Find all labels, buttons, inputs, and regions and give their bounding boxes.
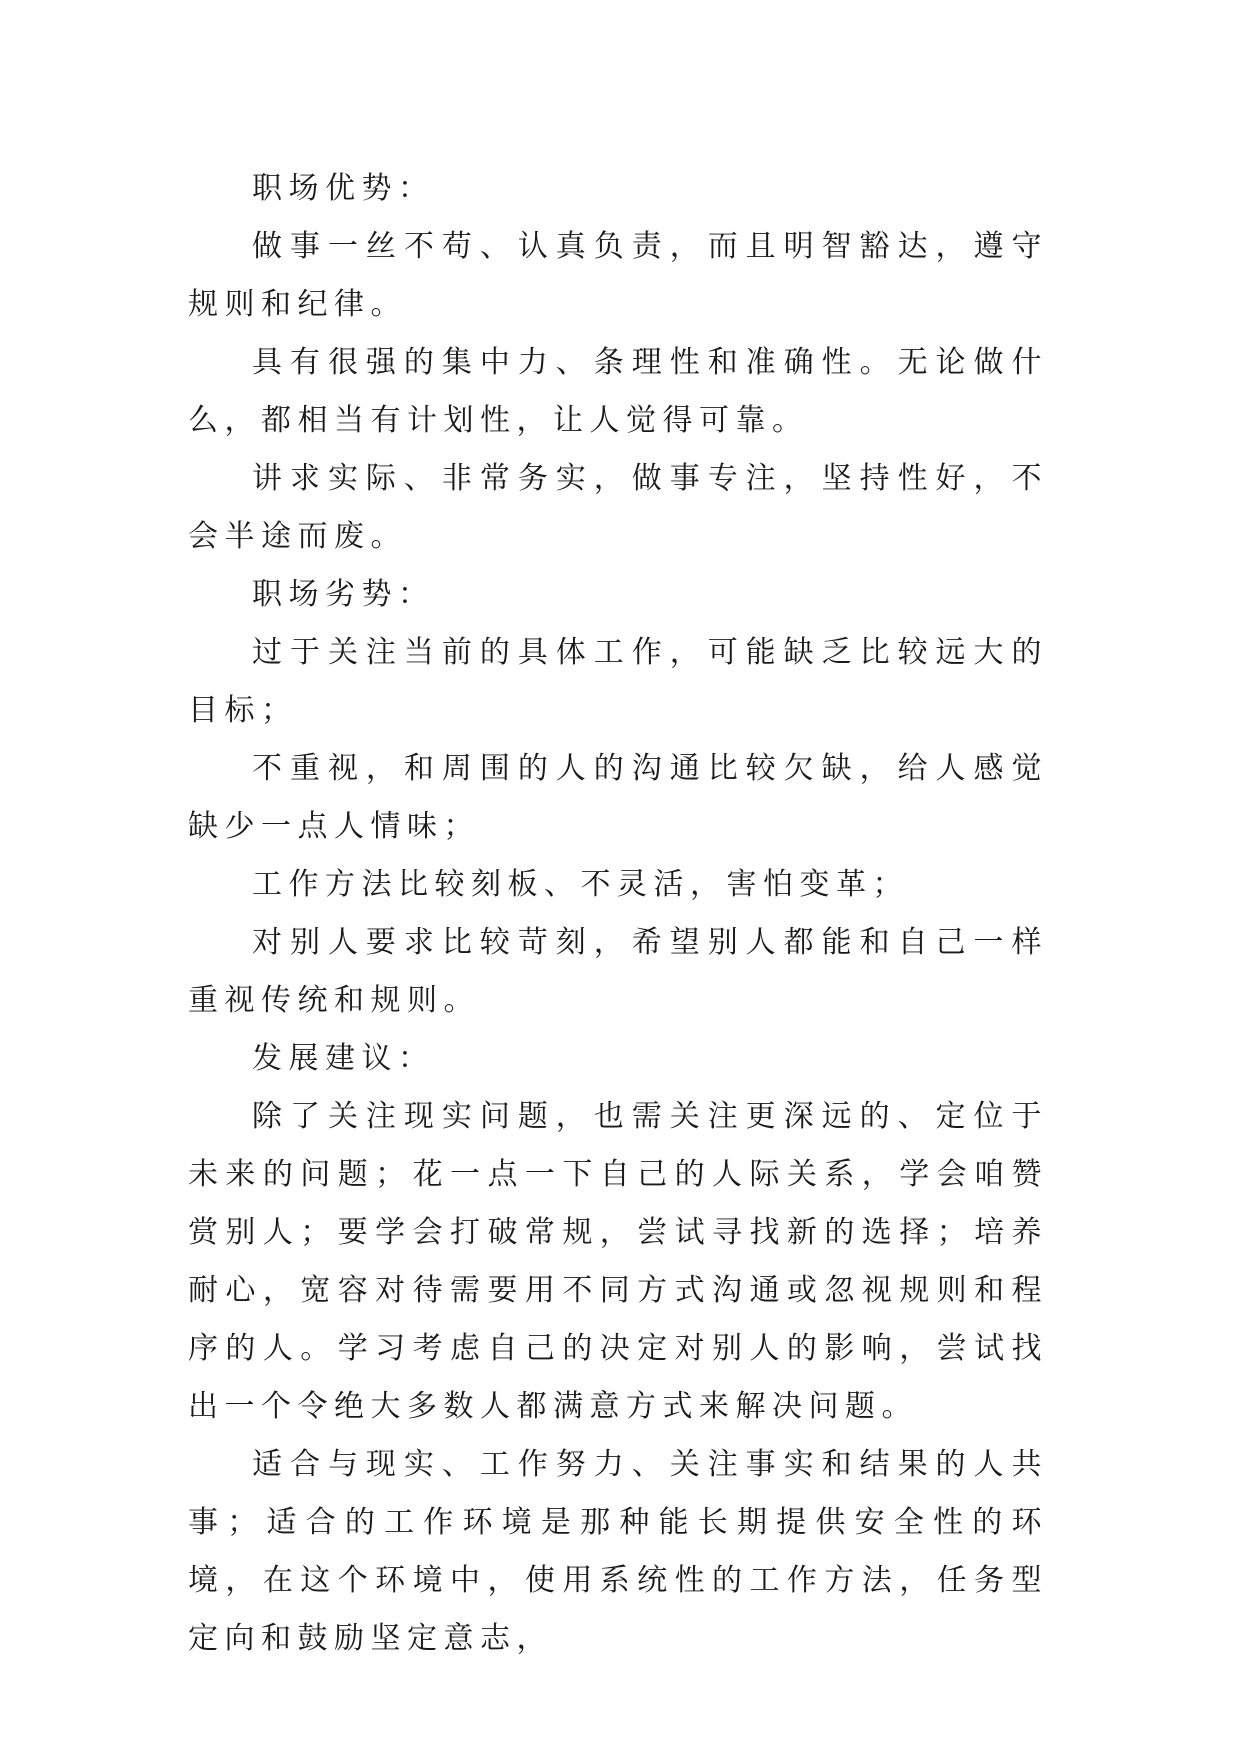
heading-development-suggestions: 发展建议： xyxy=(252,1041,435,1076)
paragraph: 不重视，和周围的人的沟通比较欠缺，给人感觉缺少一点人情味； xyxy=(188,751,1048,844)
document-body xyxy=(188,160,1048,1668)
paragraph: 讲求实际、非常务实，做事专注，坚持性好，不会半途而废。 xyxy=(188,461,1048,554)
paragraph: 做事一丝不苟、认真负责，而且明智豁达，遵守规则和纪律。 xyxy=(188,229,1048,322)
heading-career-weaknesses: 职场劣势： xyxy=(252,577,435,612)
paragraph: 对别人要求比较苛刻，希望别人都能和自己一样重视传统和规则。 xyxy=(188,925,1048,1018)
heading-career-strengths: 职场优势： xyxy=(252,171,435,206)
paragraph: 过于关注当前的具体工作，可能缺乏比较远大的目标； xyxy=(188,635,1048,728)
paragraph: 适合与现实、工作努力、关注事实和结果的人共事；适合的工作环境是那种能长期提供安全性的环境，在这个环境中，使用系统性的工作方法，任务型定向和鼓励坚定意志， xyxy=(188,1447,1048,1656)
paragraph: 工作方法比较刻板、不灵活，害怕变革； xyxy=(252,867,909,902)
paragraph: 除了关注现实问题，也需关注更深远的、定位于未来的问题；花一点一下自己的人际关系，学会咱赞赏别人；要学会打破常规，尝试寻找新的选择；培养耐心，宽容对待需要用不同方式沟通或忽视规则和程序的人。学习考虑自己的决定对别人的影响，尝试找出一个令绝大多数人都满意方式来解决问题。 xyxy=(188,1099,1048,1424)
paragraph: 具有很强的集中力、条理性和准确性。无论做什么，都相当有计划性，让人觉得可靠。 xyxy=(188,345,1048,438)
